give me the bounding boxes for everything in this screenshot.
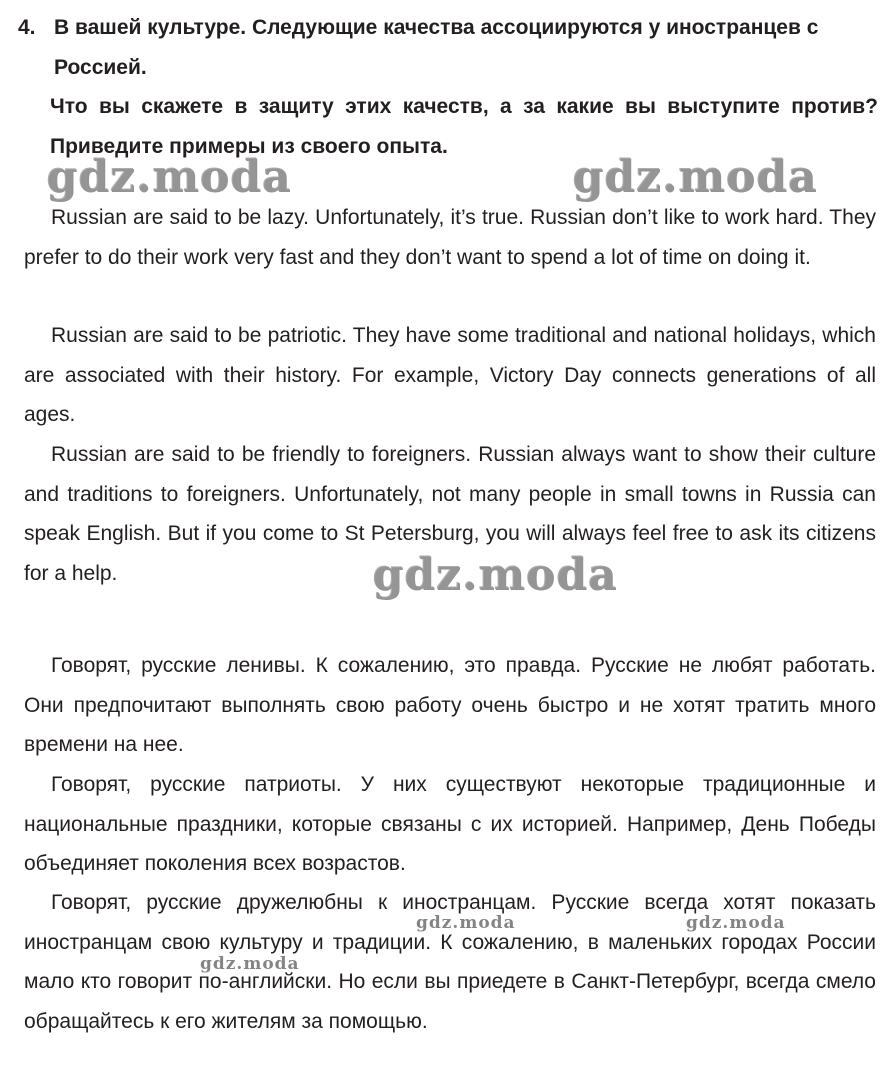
watermark: gdz.moda [572, 151, 818, 202]
russian-paragraph-lazy: Говорят, русские ленивы. К сожалению, это правда. Русские не любят работать. Они предпочитают выполнять свою работу очень быстро и не хотят тратить много времени на нее. [24, 654, 876, 756]
watermark: gdz.moda [200, 954, 300, 974]
english-paragraph-patriotic: Russian are said to be patriotic. They have some traditional and national holidays, which are associated with their history. For example, Victory Day connects generations of all ages. [24, 324, 876, 426]
watermark: gdz.moda [372, 549, 618, 600]
watermark: gdz.moda [46, 151, 292, 202]
english-paragraph-lazy: Russian are said to be lazy. Unfortunately, it’s true. Russian don’t like to work hard. They prefer to do their work very fast and they don’t want to spend a lot of time on doing it. [24, 206, 876, 269]
russian-paragraph-friendly: Говорят, русские дружелюбны к иностранцам. Русские всегда хотят показать иностранцам свою культуру и традиции. К сожалению, в маленьких городах России мало кто говорит по-английски. Но если вы приедете в Санкт-Петербург, всегда смело обращайтесь к его жителям за помощью. [24, 891, 876, 1033]
english-paragraph-friendly: Russian are said to be friendly to foreigners. Russian always want to show their culture and traditions to foreigners. Unfortunately, not many people in small towns in Russia can speak English. But if you come to St Petersburg, you will always feel free to ask its citizens for a help. [24, 443, 876, 585]
russian-paragraph-patriotic: Говорят, русские патриоты. У них существуют некоторые традиционные и национальные праздники, которые связаны с их историей. Например, День Победы объединяет поколения всех возрастов. [24, 773, 876, 875]
task-title: В вашей культуре. Следующие качества ассоциируются у иностранцев с Россией. [54, 16, 819, 79]
watermark: gdz.moda [686, 913, 786, 933]
task-number: 4. [18, 16, 36, 39]
task-header [18, 8, 878, 158]
task-question: Что вы скажете в защиту этих качеств, а за какие вы выступите против? Приведите примеры из своего опыта. [50, 95, 878, 158]
watermark: gdz.moda [416, 913, 516, 933]
